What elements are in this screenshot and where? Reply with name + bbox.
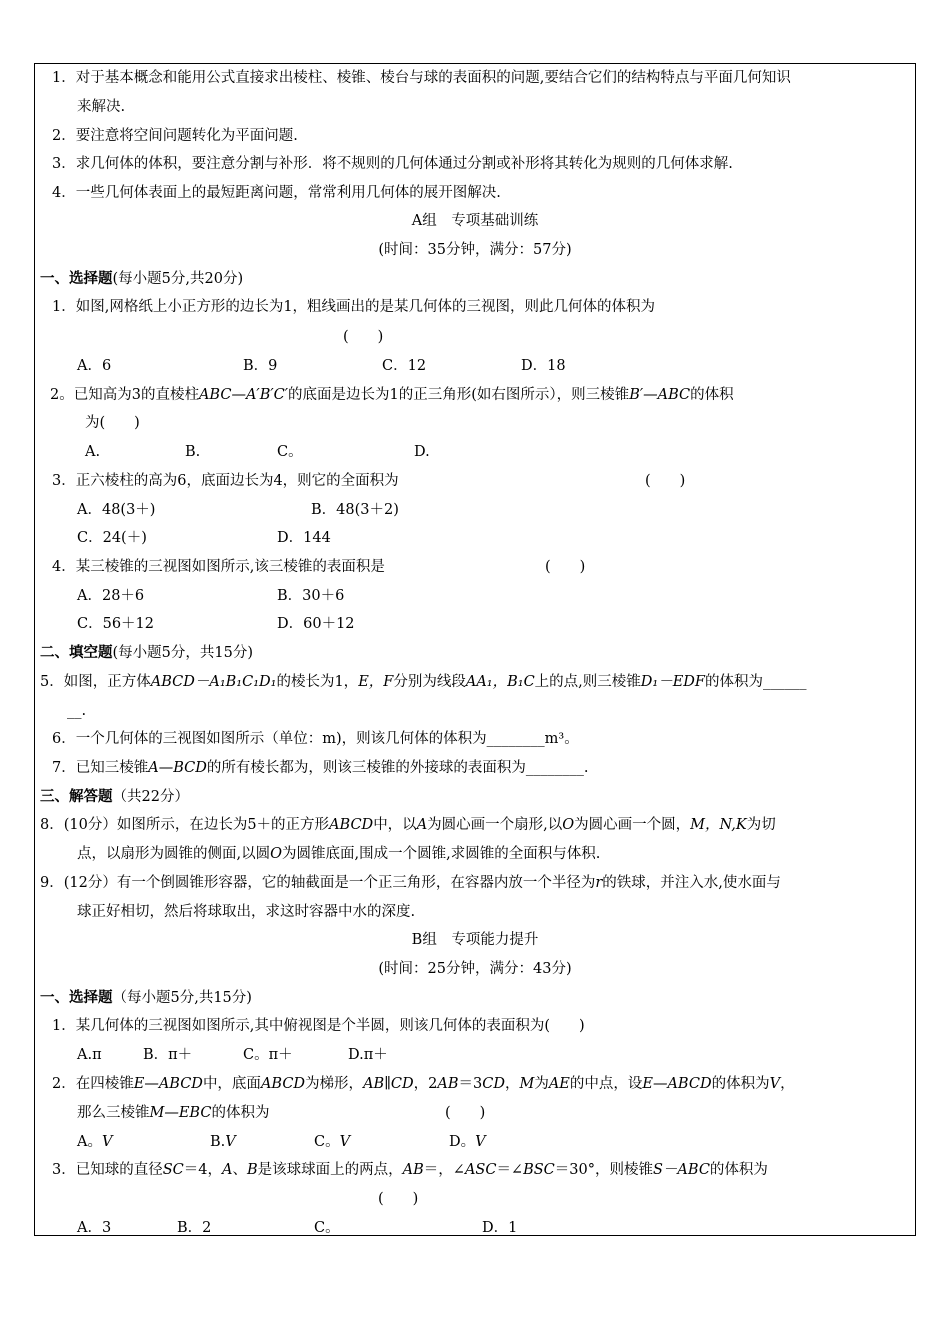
a-q9-t1: 9．(12分）有一个倒圆锥形容器，它的轴截面是一个正三角形，在容器内放一个半径为 [40,875,596,891]
b-q2-ab: AB [437,1076,459,1092]
b-q2-v: V [769,1076,781,1092]
a-q8-t4: 为圆心画一个圆， [574,817,691,833]
a-q8-cont [77,844,600,864]
a-q9-r: r [595,875,603,891]
b-q2-opt-b-v: V [225,1134,236,1150]
b-section-choice-label: 一、选择题 [40,989,113,1006]
a-q2-prism: ABC—A′B′C′ [198,387,289,403]
b-q2-t1: 2．在四棱锥 [52,1076,134,1092]
a-q1-opt-d: D．18 [521,358,566,374]
a-q8-cont-o: O [270,846,282,862]
note-1-cont: 来解决. [77,99,126,115]
b-q2-base: ABCD [260,1076,306,1092]
a-q8-cont-t1: 点，以扇形为圆锥的侧面,以圆 [77,846,271,862]
a-q5-t2: 的棱长为1， [276,674,359,690]
a-q8-point-a: A [416,817,428,833]
b-q3-paren: ( ) [378,1191,419,1207]
b-q3-t5: ＝，∠ [423,1162,465,1178]
a-q2-opt-a: A. [85,444,101,460]
b-q2-t5: ＝3 [458,1076,483,1092]
b-q3-t2: ＝4， [183,1162,222,1178]
b-q1-opt-b: B．π＋ [143,1047,193,1063]
b-q3-opt-a: A．3 [77,1220,112,1236]
a-q4-opt-c: C．56＋12 [77,616,154,632]
group-b-time: (时间：25分钟，满分：43分) [378,961,572,977]
b-q3-t6: ＝∠ [496,1162,524,1178]
a-section-solve-label: 三、解答题 [40,788,113,805]
a-q5-points: E，F [358,674,394,690]
a-q8-cont-t2: 为圆锥底面,围成一个圆锥,求圆锥的全面积与体积. [282,846,601,862]
a-q8-point-o: O [562,817,575,833]
a-q1-opt-b: B．9 [243,358,278,374]
b-q2-pyr: E—ABCD [133,1076,203,1092]
a-q3-opt-c: C．24(＋) [77,530,147,546]
a-q2-text-3: 的体积 [690,387,734,403]
a-q4-opt-b: B．30＋6 [277,588,345,604]
b-q2-opt-a-label: A。 [77,1134,102,1150]
a-section-fill-label: 二、填空题 [40,644,113,661]
a-q3-opt-a: A．48(3＋) [77,502,156,518]
b-q3-opt-c: C。 [314,1220,340,1236]
b-q2-opt-c-v: V [339,1134,351,1150]
b-q2-parallel: AB∥CD [363,1076,414,1092]
a-q7-t1: 7．已知三棱锥 [52,760,149,776]
b-q2-opt-b [210,1132,236,1152]
a-q2-cont: 为( ) [85,415,140,431]
group-a-title: A组 专项基础训练 [411,213,539,229]
b-q3-asc: ASC [464,1162,497,1178]
b-q2-t8: 的中点，设 [569,1076,643,1092]
b-q3-opt-d: D．1 [482,1220,518,1236]
a-q2-text-1: 2。已知高为3的直棱柱 [50,387,199,403]
b-q3-t3: 、 [232,1162,247,1178]
b-q2-paren: ( ) [445,1105,486,1121]
note-4: 4．一些几何体表面上的最短距离问题，常常利用几何体的展开图解决. [52,185,501,201]
group-b-title: B组 专项能力提升 [411,932,539,948]
b-q2-opt-c-label: C。 [314,1134,340,1150]
b-q3-b: B [246,1162,258,1178]
b-q1-opt-c: C。π＋ [243,1047,293,1063]
b-q3-a: A [222,1162,233,1178]
a-q9 [40,873,781,893]
b-q3-t1: 3．已知球的直径 [52,1162,163,1178]
a-q3: 3．正六棱柱的高为6，底面边长为4，则它的全面积为 [52,473,399,489]
a-q7 [52,758,588,778]
a-q2-opt-c: C。 [277,444,303,460]
a-q5-t3: 分别为线段 [393,674,466,690]
b-q2-opt-d [449,1132,486,1152]
a-q2-text-2: 的底面是边长为1的正三角形(如右图所示），则三棱锥 [288,387,630,403]
a-q5-t1: 5．如图，正方体 [40,674,151,690]
b-q3-ab: AB [402,1162,424,1178]
b-section-choice-note: （每小题5分,共15分) [112,990,252,1006]
b-q3-bsc: BSC [523,1162,555,1178]
b-q2-cont-t2: 的体积为 [211,1105,270,1121]
a-q2 [50,385,734,405]
b-q2-t2: 中，底面 [202,1076,261,1092]
a-q8-t5: 为切 [746,817,776,833]
a-q5-cont: __. [67,703,87,719]
a-q2-opt-b: B. [185,444,201,460]
a-q9-cont: 球正好相切，然后将球取出，求这时容器中水的深度. [77,904,416,920]
a-q9-t2: 的铁球，并注入水,使水面与 [602,875,781,891]
note-2: 2．要注意将空间问题转化为平面问题. [52,128,298,144]
b-q3-t7: ＝30°，则棱锥 [554,1162,653,1178]
a-q1-opt-c: C．12 [382,358,427,374]
a-q4-paren: ( ) [545,559,586,575]
a-section-solve-note: （共22分） [112,789,189,805]
a-q5-pyramid: D₁－EDF [640,674,705,690]
b-q2-t7: 为 [534,1076,549,1092]
group-a-time: (时间：35分钟，满分：57分) [378,242,572,258]
a-q8 [40,815,776,835]
b-q2-pyr2: E—ABCD [642,1076,712,1092]
a-q1: 1．如图,网格纸上小正方形的边长为1，粗线画出的是某几何体的三视图，则此几何体的体积为 [52,299,656,315]
a-q5-t4: 上的点,则三棱锥 [534,674,641,690]
a-q5-segments: AA₁，B₁C [465,674,535,690]
b-q1: 1．某几何体的三视图如图所示,其中俯视图是个半圆，则该几何体的表面积为( ) [52,1018,585,1034]
b-q1-opt-a: A.π [77,1047,102,1063]
a-q1-opt-a: A．6 [77,358,112,374]
a-q4: 4．某三棱锥的三视图如图所示,该三棱锥的表面积是 [52,559,385,575]
a-q8-square: ABCD [329,817,374,833]
b-q2-t4: ，2 [413,1076,438,1092]
a-q5-t5: 的体积为______ [705,674,807,690]
a-q4-opt-a: A．28＋6 [77,588,145,604]
b-section-choice [40,988,252,1008]
a-section-choice-note: (每小题5分,共20分) [112,271,244,287]
b-q2-cont [77,1103,269,1123]
b-q3-t4: 是该球球面上的两点， [257,1162,403,1178]
note-3: 3．求几何体的体积，要注意分割与补形．将不规则的几何体通过分割或补形将其转化为规则的几何体求解. [52,156,733,172]
a-section-choice [40,269,243,289]
a-q6: 6．一个几何体的三视图如图所示（单位：m)，则该几何体的体积为________m³。 [52,731,579,747]
a-q8-t3: 为圆心画一个扇形,以 [427,817,563,833]
a-section-fill-note: (每小题5分，共15分) [112,645,253,661]
b-q2-opt-c [314,1132,350,1152]
a-section-fill [40,643,253,663]
b-q3 [52,1160,768,1180]
b-q2-cont-t1: 那么三棱锥 [77,1105,150,1121]
a-q3-opt-d: D．144 [277,530,331,546]
b-q3-sabc: S－ABC [652,1162,710,1178]
a-q8-t1: 8．(10分）如图所示，在边长为5＋的正方形 [40,817,330,833]
b-q3-opt-b: B．2 [177,1220,212,1236]
b-q2-m: M [519,1076,535,1092]
b-q2-cd: CD [482,1076,505,1092]
a-q3-paren: ( ) [645,473,686,489]
b-q2-opt-d-v: V [475,1134,486,1150]
b-q2-t10: ， [780,1076,795,1092]
a-q5-cube: ABCD－A₁B₁C₁D₁ [150,674,277,690]
b-q2-t3: 为梯形， [305,1076,364,1092]
b-q3-sc: SC [162,1162,184,1178]
a-section-solve [40,787,189,807]
a-q7-t2: 的所有棱长都为，则该三棱锥的外接球的表面积为________. [206,760,589,776]
b-q2 [52,1074,795,1094]
b-q3-t8: 的体积为 [709,1162,768,1178]
b-q2-ae: AE [548,1076,570,1092]
a-q8-points: M，N,K [690,817,747,833]
a-q7-pyramid: A—BCD [148,760,207,776]
a-q4-opt-d: D．60＋12 [277,616,355,632]
b-q2-cont-pyr: M—EBC [149,1105,212,1121]
b-q2-t9: 的体积为 [711,1076,770,1092]
a-q2-opt-d: D. [414,444,430,460]
a-q1-paren: ( ) [343,329,384,345]
b-q2-opt-b-label: B. [210,1134,226,1150]
a-section-choice-label: 一、选择题 [40,270,113,287]
b-q2-t6: ， [504,1076,520,1092]
b-q2-opt-a [77,1132,112,1152]
b-q2-opt-d-label: D。 [449,1134,476,1150]
a-q3-opt-b: B．48(3＋2) [311,502,399,518]
a-q2-pyramid: B′—ABC [629,387,691,403]
a-q8-t2: 中，以 [373,817,417,833]
a-q5 [40,672,807,692]
b-q2-opt-a-v: V [101,1134,113,1150]
b-q1-opt-d: D.π＋ [348,1047,388,1063]
note-1: 1．对于基本概念和能用公式直接求出棱柱、棱锥、棱台与球的表面积的问题,要结合它们的结构特点与平面几何知识 [52,70,791,86]
